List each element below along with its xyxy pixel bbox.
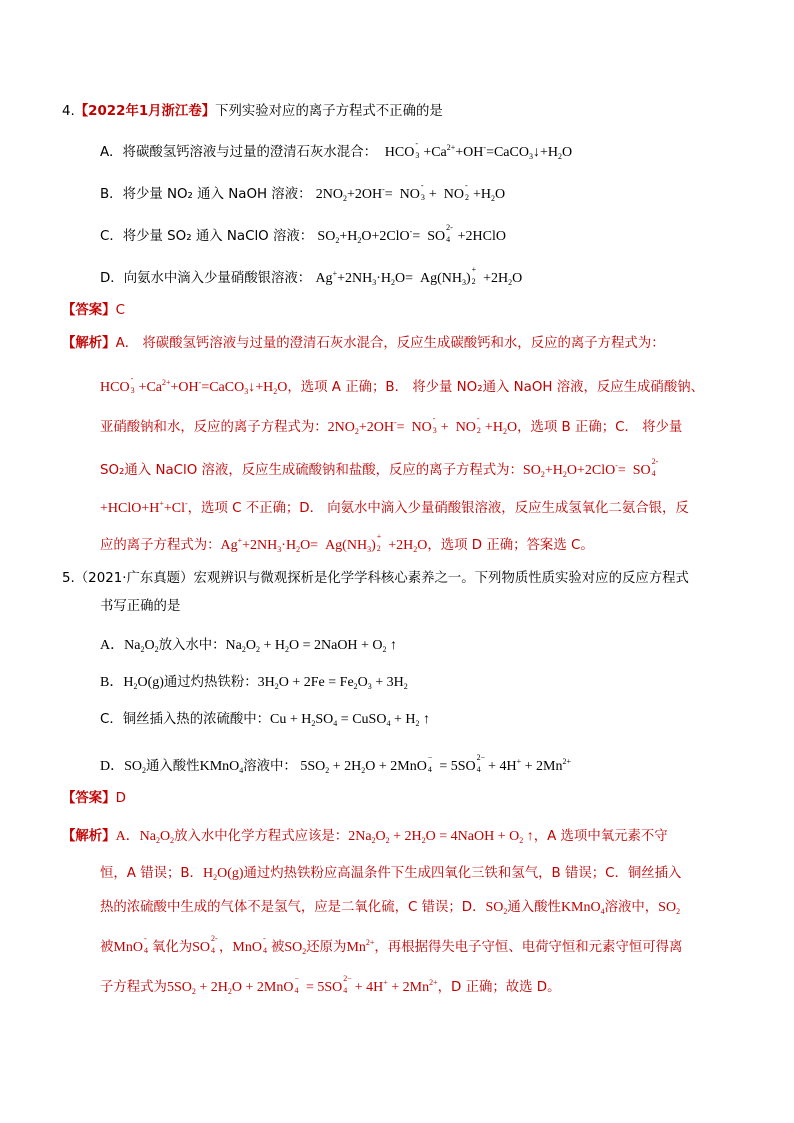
- q5-stem-line-2: 书写正确的是: [100, 599, 181, 614]
- q5-option-c: C．铜丝插入热的浓硫酸中：$Cu + H_2SO_4$ = CuSO$_4$ + $H_2$ ↑: [100, 712, 430, 728]
- q5-analysis-line-3: 热的浓硫酸中生成的气体不是氢气，应是二氧化硫，C 错误；D．$SO_2$通入酸性KMnO$_4$溶液中，$SO_2$: [100, 900, 681, 916]
- q4-answer: 【答案】C: [62, 303, 125, 318]
- q4-analysis-line-2: HCO - 3 $+Ca^{2+}+OH^-=CaCO_3↓+H_2O$，选项 A 正确；B． 将少量 NO₂通入 NaOH 溶液，反应生成硝酸钠、: [100, 374, 704, 396]
- q4-analysis-line-3: 亚硝酸钠和水，反应的离子方程式为：$2NO_2+2OH^-=$ NO - 3 + NO - 2 $+H_2O$，选项 B 正确；C． 将少量: [100, 414, 683, 436]
- q4-answer-value: C: [115, 303, 125, 318]
- q5-option-d: D．$SO_2$通入酸性KMnO$_4$溶液中： $5SO_2 + 2H_2O + 2MnO$ − 4 = 5SO 2− 4 + $4H^+ + 2Mn^{2+}$: [100, 753, 571, 775]
- q4-analysis-line-6: 应的离子方程式为：$Ag^++2NH_3\cdot H_2O= Ag(NH_3)$ + 2 $+2H_2O$，选项 D 正确；答案选 C。: [100, 532, 594, 554]
- q4-analysis-line-1: 【解析】A． 将碳酸氢钙溶液与过量的澄清石灰水混合，反应生成碳酸钙和水，反应的离子方程式为：: [62, 336, 665, 351]
- q5-number: 5.: [62, 571, 75, 586]
- q4-option-a: A．将碳酸氢钙溶液与过量的澄清石灰水混合： HCO - 3 $+Ca^{2+}+OH^-=CaCO_3↓+H_2O$: [100, 139, 573, 161]
- q4-option-d-equation: $Ag^++2NH_3\cdot H_2O= Ag(NH_3)$ + 2 $+2H_2O$: [315, 265, 523, 287]
- q4-option-c: C．将少量 SO₂ 通入 NaClO 溶液： $SO_2+H_2O+2ClO^-=$ SO 2- 4 +2HClO: [100, 223, 506, 245]
- q5-stem-line-1: 5.（2021·广东真题）宏观辨识与微观探析是化学学科核心素养之一。下列物质性质实验对应的反应方程式: [62, 571, 689, 586]
- q5-option-b: B．$H_2O(g)$通过灼热铁粉：$3H_2O + 2Fe = Fe_2O_3 + 3H_2$: [100, 675, 408, 691]
- q4-analysis-line-5: +HClO+H++Cl-，选项 C 不正确；D． 向氨水中滴入少量硝酸银溶液，反应生成氢氧化二氨合银，反: [100, 499, 689, 516]
- q5-analysis-line-4: 被MnO - 4 氧化为SO 2- 4 ，MnO - 4 被$SO_2$还原为$Mn^{2+}$，再根据得失电子守恒、电荷守恒和元素守恒可得离: [100, 934, 683, 956]
- q4-option-d: D．向氨水中滴入少量硝酸银溶液： $Ag^++2NH_3\cdot H_2O= Ag(NH_3)$ + 2 $+2H_2O$: [100, 265, 523, 287]
- q5-analysis-line-5: 子方程式为$5SO_2 + 2H_2O + 2MnO$ − 4 = 5SO 2− 4 + $4H^+ + 2Mn^{2+}$，D 正确；故选 D。: [100, 974, 561, 996]
- q4-stem: 下列实验对应的离子方程式不正确的是: [215, 104, 443, 119]
- q5-answer: 【答案】D: [62, 791, 126, 806]
- q5-analysis-line-1: 【解析】A．$Na_2O_2$放入水中化学方程式应该是：$2Na_2O_2 + 2H_2O$ = 4NaOH + $O_2$ ↑，A 选项中氧元素不守: [62, 829, 668, 845]
- q4-stem-line: [62, 102, 443, 122]
- q5-option-a: A．$Na_2O_2$放入水中：$Na_2O_2 + H_2O$ = 2NaOH + $O_2$ ↑: [100, 638, 398, 654]
- q4-option-a-equation: HCO - 3 $+Ca^{2+}+OH^-=CaCO_3↓+H_2O$: [381, 139, 573, 161]
- q4-number: 4.: [62, 104, 75, 119]
- q4-option-c-equation: $SO_2+H_2O+2ClO^-=$ SO 2- 4 +2HClO: [317, 223, 506, 245]
- q4-option-b: B．将少量 NO₂ 通入 NaOH 溶液： $2NO_2+2OH^-=$ NO - 3 + NO - 2 $+H_2O$: [100, 181, 506, 203]
- q5-source: （2021·广东真题）: [74, 571, 194, 586]
- q4-source: 【2022年1月浙江卷】: [74, 104, 216, 119]
- q4-analysis-line-4: SO₂通入 NaClO 溶液，反应生成硫酸钠和盐酸，反应的离子方程式为：$SO_2+H_2O+2ClO^-=$ SO 2- 4: [100, 457, 659, 479]
- q4-option-b-equation: $2NO_2+2OH^-=$ NO - 3 + NO - 2 $+H_2O$: [315, 181, 506, 203]
- q5-analysis-line-2: 恒，A 错误；B．$H_2O(g)$通过灼热铁粉应高温条件下生成四氧化三铁和氢气，B 错误；C．铜丝插入: [100, 866, 682, 882]
- q5-answer-value: D: [115, 791, 126, 806]
